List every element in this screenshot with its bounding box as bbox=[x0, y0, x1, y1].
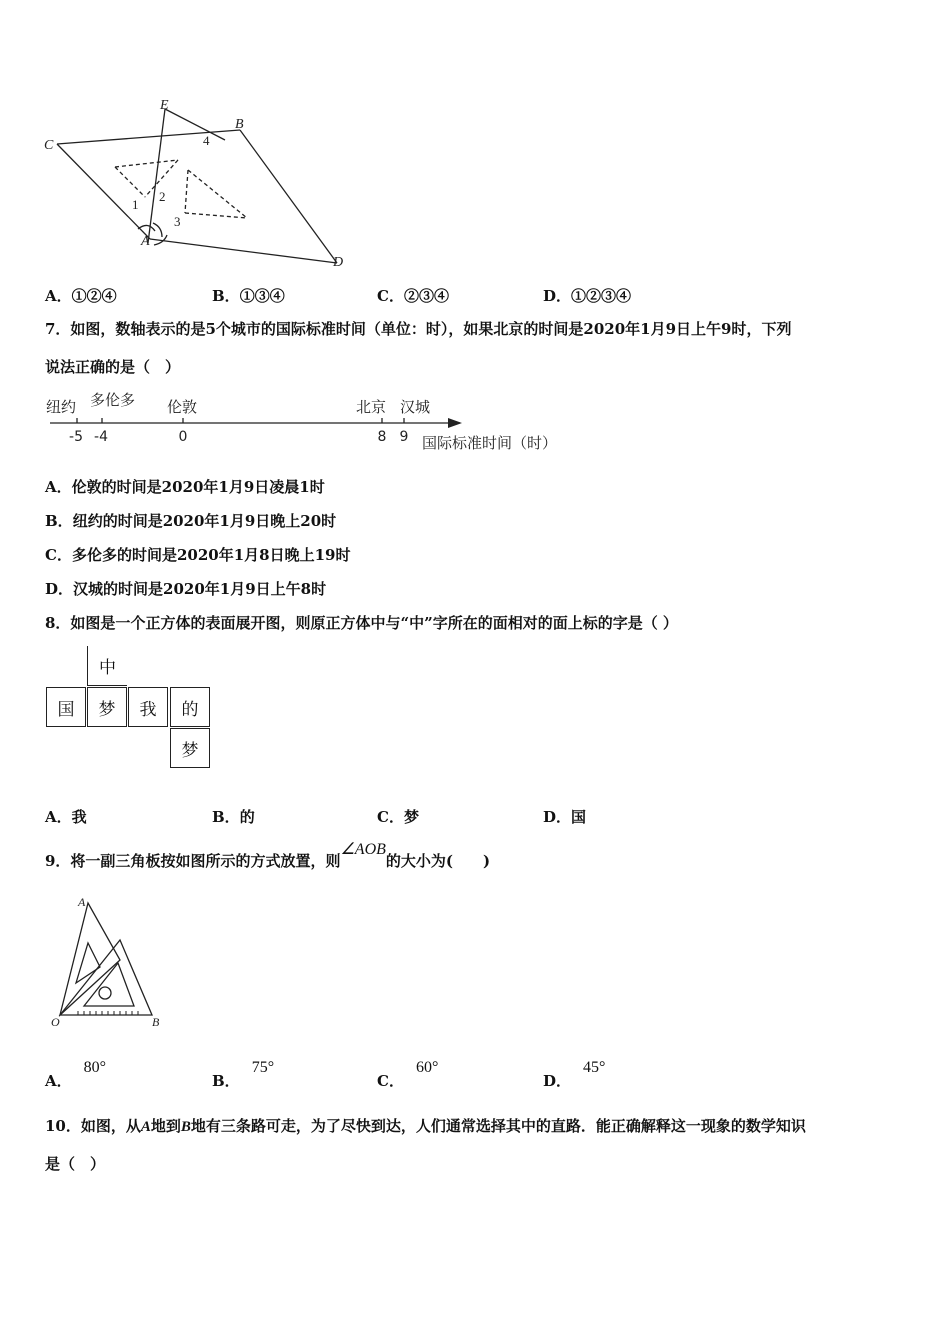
q9-triangle-figure bbox=[48, 895, 168, 1030]
q9-stem: 9．将一副三角板按如图所示的方式放置，则∠AOB的大小为( ) bbox=[45, 841, 491, 870]
q6-option-d[interactable]: D．①②③④ bbox=[543, 287, 632, 305]
q10-stem-line1: 10．如图，从A地到B地有三条路可走，为了尽快到达，人们通常选择其中的直路．能正确解释这一现象的数学知识 bbox=[45, 1117, 806, 1135]
q7-stem-line1: 7．如图，数轴表示的是5个城市的国际标准时间（单位：时），如果北京的时间是2020年1月9日上午9时，下列 bbox=[45, 320, 792, 338]
q8-net-cell-guo: 国 bbox=[46, 687, 86, 727]
q7-city-beijing: 北京 bbox=[356, 398, 387, 416]
q8-option-c[interactable]: C．梦 bbox=[377, 808, 419, 826]
q8-option-a[interactable]: A．我 bbox=[45, 808, 87, 826]
q7-city-newyork: 纽约 bbox=[46, 398, 77, 416]
q6-label-D: D bbox=[333, 255, 344, 270]
q7-tick-neg5: -5 bbox=[69, 429, 83, 445]
q6-option-c[interactable]: C．②③④ bbox=[377, 287, 449, 305]
q9-label-A: A bbox=[78, 895, 86, 909]
q8-stem: 8．如图是一个正方体的表面展开图，则原正方体中与“中”字所在的面相对的面上标的字是（ ） bbox=[45, 614, 678, 632]
q8-net-cell-de: 的 bbox=[170, 687, 210, 727]
q7-option-d[interactable]: D．汉城的时间是2020年1月9日上午8时 bbox=[45, 580, 327, 598]
q7-stem-line2: 说法正确的是（ ） bbox=[45, 358, 181, 376]
q7-tick-8: 8 bbox=[377, 429, 387, 445]
q6-angle-3: 3 bbox=[174, 214, 181, 229]
q8-net-cell-wo: 我 bbox=[128, 687, 168, 727]
q7-city-seoul: 汉城 bbox=[400, 398, 431, 416]
q9-option-a[interactable]: A．80° bbox=[45, 1059, 107, 1090]
q9-option-d[interactable]: D．45° bbox=[543, 1059, 606, 1090]
q7-option-a[interactable]: A．伦敦的时间是2020年1月9日凌晨1时 bbox=[45, 478, 325, 496]
q8-net-cell-top: 中 bbox=[87, 646, 127, 686]
q7-city-toronto: 多伦多 bbox=[90, 391, 136, 409]
q7-option-b[interactable]: B．纽约的时间是2020年1月9日晚上20时 bbox=[45, 512, 337, 530]
q7-tick-0: 0 bbox=[178, 429, 188, 445]
q6-angle-1: 1 bbox=[132, 197, 139, 212]
q6-label-B: B bbox=[235, 117, 244, 132]
q6-figure bbox=[40, 95, 360, 275]
q7-city-london: 伦敦 bbox=[167, 398, 198, 416]
q8-option-b[interactable]: B．的 bbox=[212, 808, 255, 826]
q10-stem-line2: 是（ ） bbox=[45, 1155, 106, 1173]
q7-tick-9: 9 bbox=[399, 429, 409, 445]
q9-label-B: B bbox=[152, 1015, 160, 1029]
q7-number-line bbox=[40, 385, 600, 460]
q8-net-cell-meng: 梦 bbox=[87, 687, 127, 727]
q6-label-C: C bbox=[44, 138, 54, 153]
q7-option-c[interactable]: C．多伦多的时间是2020年1月8日晚上19时 bbox=[45, 546, 351, 564]
q9-option-c[interactable]: C．60° bbox=[377, 1059, 439, 1090]
q8-option-d[interactable]: D．国 bbox=[543, 808, 587, 826]
q8-cube-net bbox=[46, 646, 216, 771]
q6-option-a[interactable]: A．①②④ bbox=[45, 287, 117, 305]
q8-net-cell-bottom: 梦 bbox=[170, 728, 210, 768]
q9-label-O: O bbox=[51, 1015, 60, 1029]
q7-axis-label: 国际标准时间（时） bbox=[422, 434, 558, 452]
q6-label-A: A bbox=[141, 234, 150, 249]
q6-angle-2: 2 bbox=[159, 189, 166, 204]
q9-option-b[interactable]: B．75° bbox=[212, 1059, 275, 1090]
q6-angle-4: 4 bbox=[203, 133, 210, 148]
q9-angle-symbol: ∠AOB bbox=[340, 841, 386, 858]
q7-tick-neg4: -4 bbox=[94, 429, 108, 445]
q6-option-b[interactable]: B．①③④ bbox=[212, 287, 285, 305]
q6-label-E: E bbox=[160, 98, 169, 113]
